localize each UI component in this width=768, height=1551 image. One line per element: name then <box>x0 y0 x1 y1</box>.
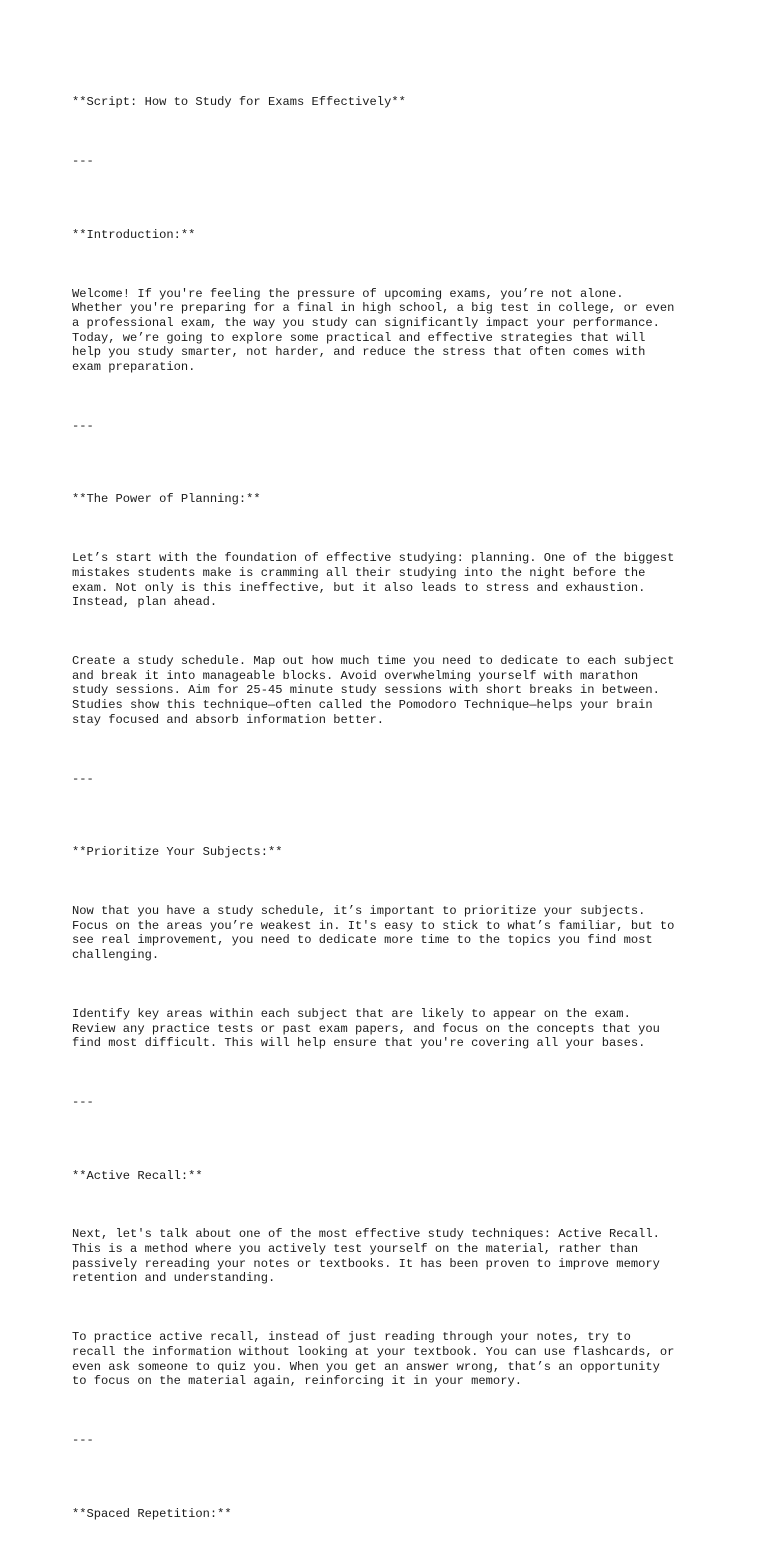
paragraph-active-recall-2: To practice active recall, instead of just reading through your notes, try to recall the information without looking at your textbook. You can use flashcards, or even ask someone to quiz you. When you get an answer wrong, that’s an opportunity to focus on the material again, reinforcing it in your memory. <box>72 1330 675 1389</box>
section-heading-planning: **The Power of Planning:** <box>72 492 261 507</box>
paragraph-planning-2: Create a study schedule. Map out how much time you need to dedicate to each subject and break it into manageable blocks. Avoid overwhelming yourself with marathon study sessions. Aim for 25-45 minute study sessions with short breaks in between. Studies show this technique—often called the Pomodoro Technique—helps your brain stay focused and absorb information better. <box>72 654 675 727</box>
section-heading-active-recall: **Active Recall:** <box>72 1168 203 1183</box>
paragraph-active-recall-1: Next, let's talk about one of the most effective study techniques: Active Recall. This is a method where you actively test yourself on the material, rather than passively rereading your notes or textbooks. It has been proven to improve memory retention and understanding. <box>72 1227 660 1286</box>
paragraph-prioritize-2: Identify key areas within each subject that are likely to appear on the exam. Review any practice tests or past exam papers, and focus on the concepts that you find most difficult. This will help ensure that you're covering all your bases. <box>72 1006 660 1051</box>
section-separator: --- <box>72 771 94 786</box>
section-heading-prioritize: **Prioritize Your Subjects:** <box>72 845 283 860</box>
section-separator: --- <box>72 1433 94 1448</box>
section-separator: --- <box>72 1095 94 1110</box>
paragraph-prioritize-1: Now that you have a study schedule, it’s important to prioritize your subjects. Focus on the areas you’re weakest in. It's easy to stick to what’s familiar, but to see real improvement, you need to dedicate more time to the topics you find most challenging. <box>72 903 675 963</box>
document-page <box>72 66 712 1551</box>
section-heading-spaced-repetition: **Spaced Repetition:** <box>72 1506 232 1521</box>
paragraph-planning-1: Let’s start with the foundation of effective studying: planning. One of the biggest mistakes students make is cramming all their studying into the night before the exam. Not only is this ineffective, but it also leads to stress and exhaustion. Instead, plan ahead. <box>72 551 675 610</box>
section-separator: --- <box>72 154 94 169</box>
section-heading-introduction: **Introduction:** <box>72 227 196 242</box>
paragraph-introduction-1: Welcome! If you're feeling the pressure of upcoming exams, you’re not alone. Whether you're preparing for a final in high school, a big test in college, or even a professional exam, the way you study can significantly impact your performance. Today, we’re going to explore some practical and effective strategies that will help you study smarter, not harder, and reduce the stress that often comes with exam preparation. <box>72 286 675 375</box>
document-title: **Script: How to Study for Exams Effectively** <box>72 95 406 110</box>
section-separator: --- <box>72 418 94 433</box>
